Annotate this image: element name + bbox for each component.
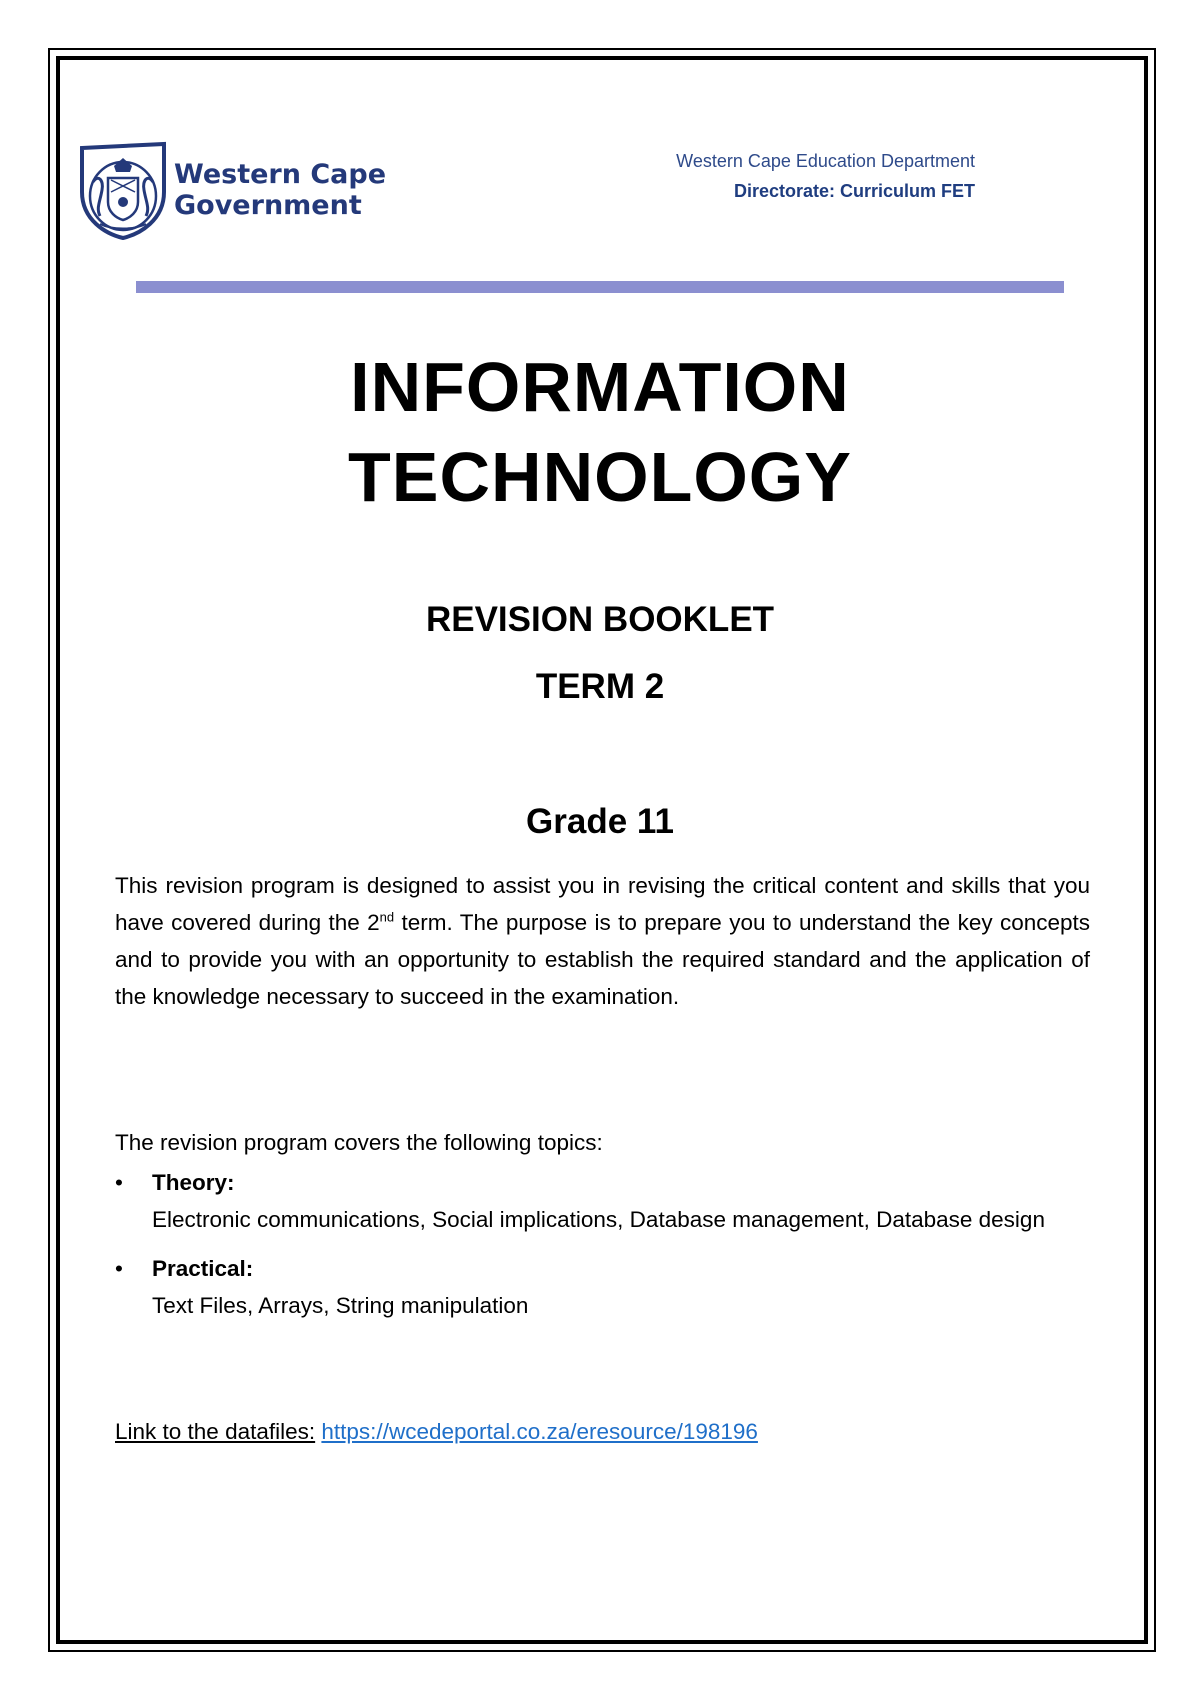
bullet-icon: • bbox=[115, 1170, 123, 1195]
department-name: Western Cape Education Department bbox=[676, 151, 975, 171]
topic-name: Practical: bbox=[152, 1256, 254, 1281]
intro-text-start: This revision program is designed to assist you in revising the critical content and skills that you have covered during the 2 bbox=[115, 873, 1090, 935]
logo-line-2: Government bbox=[174, 190, 362, 221]
ordinal-suffix: nd bbox=[379, 909, 395, 925]
logo-line-1: Western Cape bbox=[174, 159, 387, 190]
department-block bbox=[676, 146, 975, 206]
intro-text-end: term. The purpose is to prepare you to understand the key concepts and to provide you with an opportunity to establish the required standard and the application of the knowledge necessary to succeed in the examination. bbox=[115, 910, 1091, 1009]
bullet-icon: • bbox=[115, 1256, 123, 1281]
title-line-2: TECHNOLOGY bbox=[348, 438, 852, 516]
western-cape-government-logo bbox=[78, 140, 386, 240]
revision-booklet-heading: REVISION BOOKLET bbox=[425, 600, 775, 639]
title-line-1: INFORMATION bbox=[350, 348, 850, 426]
topic-items: Text Files, Arrays, String manipulation bbox=[152, 1293, 529, 1318]
topics-intro: The revision program covers the following topics: bbox=[115, 1130, 603, 1155]
topic-items: Electronic communications, Social implications, Database management, Database design bbox=[152, 1207, 1045, 1232]
coat-of-arms-icon bbox=[78, 140, 168, 240]
list-item bbox=[115, 1250, 1090, 1324]
datafiles-label: Link to the datafiles: bbox=[115, 1419, 316, 1444]
topics-list bbox=[115, 1164, 1090, 1336]
intro-paragraph bbox=[115, 867, 1090, 1015]
datafiles-link[interactable]: https://wcedeportal.co.za/eresource/198196 bbox=[321, 1419, 758, 1444]
grade-heading: Grade 11 bbox=[526, 802, 674, 841]
page-title bbox=[0, 342, 1200, 522]
term-heading: TERM 2 bbox=[535, 667, 665, 706]
page-border-inner bbox=[56, 56, 1148, 1644]
directorate-name: Directorate: Curriculum FET bbox=[733, 181, 975, 201]
datafiles-line bbox=[115, 1413, 758, 1450]
topic-name: Theory: bbox=[152, 1170, 235, 1195]
list-item bbox=[115, 1164, 1090, 1238]
header-divider bbox=[136, 281, 1064, 293]
